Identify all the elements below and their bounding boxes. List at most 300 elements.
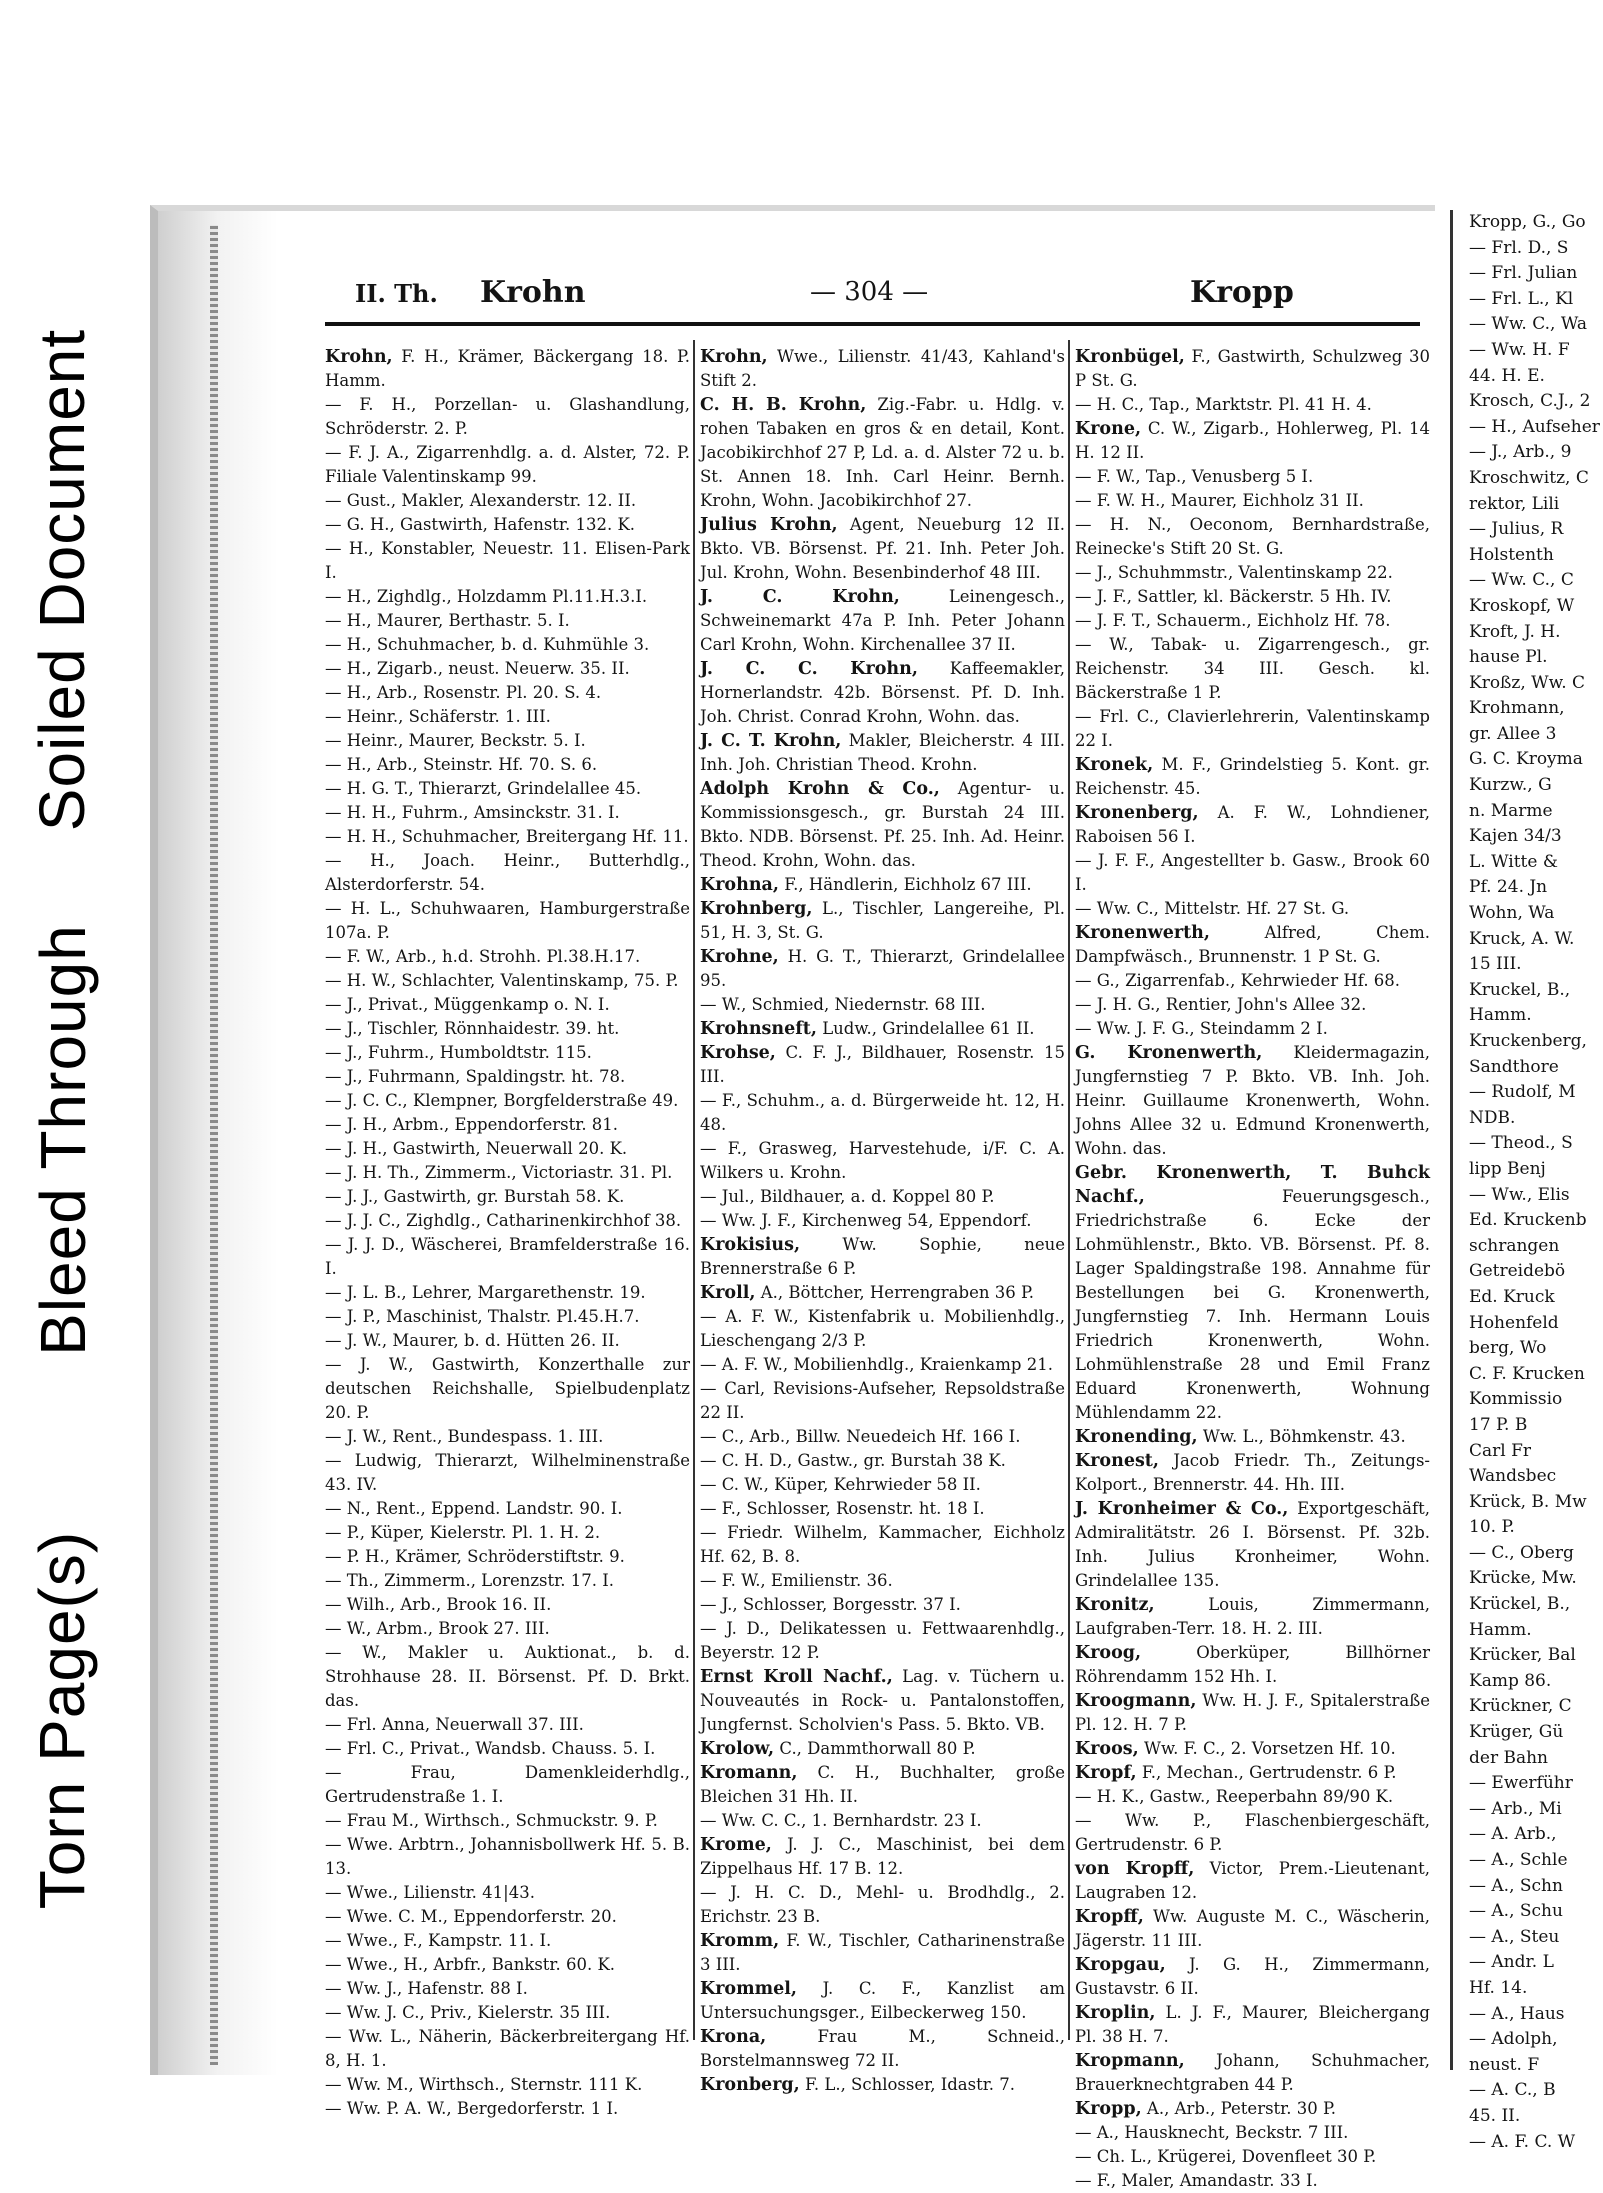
adjacent-page-line: — A., Haus [1469, 2003, 1565, 2024]
entry-text: — H. K., Gastw., Reeperbahn 89/90 K. [1075, 1787, 1394, 1806]
entry-text: — F. W., Emilienstr. 36. [700, 1571, 893, 1590]
adjacent-page-line: Kommissio [1469, 1389, 1563, 1410]
directory-entry [325, 993, 690, 1017]
entry-text: — J. D., Delikatessen u. Fettwaarenhdlg., Beyerstr. 12 P. [700, 1619, 1065, 1662]
entry-text: A., Böttcher, Herrengraben 36 P. [755, 1283, 1034, 1302]
entry-text: — J. H. G., Rentier, John's Allee 32. [1075, 995, 1367, 1014]
entry-surname: Krohna, [700, 875, 779, 895]
entry-text: — J. F. T., Schauerm., Eichholz Hf. 78. [1075, 611, 1391, 630]
adjacent-page-line: — J., Arb., 9 [1469, 442, 1572, 463]
directory-entry [1075, 1017, 1430, 1041]
directory-entry [325, 537, 690, 585]
directory-entry [1075, 1857, 1430, 1905]
entry-text: Kleidermagazin, Jungfernstieg 7 P. Bkto. VB. Inh. Joh. Heinr. Guillaume Kronenwerth, Wohn. Johns Allee 32 u. Edmund Kronenwerth, Wohn. das. [1075, 1043, 1430, 1158]
directory-entry [325, 1641, 690, 1713]
entry-text: — Th., Zimmerm., Lorenzstr. 17. I. [325, 1571, 614, 1590]
directory-entry [1075, 1785, 1430, 1809]
entry-text: — J. F. F., Angestellter b. Gasw., Brook 60 I. [1075, 851, 1430, 894]
directory-entry [325, 801, 690, 825]
adjacent-page-line: Kroft, J. H. [1469, 621, 1561, 642]
directory-entry [325, 1305, 690, 1329]
entry-text: C. W., Zigarb., Hohlerweg, Pl. 14 H. 12 II. [1075, 419, 1430, 462]
directory-entry [700, 729, 1065, 777]
directory-entry [1075, 1641, 1430, 1689]
directory-entry [700, 873, 1065, 897]
entry-text: — H., Zighdlg., Holzdamm Pl.11.H.3.I. [325, 587, 648, 606]
directory-entry [700, 993, 1065, 1017]
entry-text: — Frau M., Wirthsch., Schmuckstr. 9. P. [325, 1811, 658, 1830]
adjacent-page-line: — Arb., Mi [1469, 1798, 1562, 1819]
directory-entry [1075, 1905, 1430, 1953]
entry-text: — J. W., Maurer, b. d. Hütten 26. II. [325, 1331, 620, 1350]
adjacent-page-line: Krücker, Bal [1469, 1645, 1576, 1666]
directory-entry [325, 1881, 690, 1905]
directory-entry [325, 681, 690, 705]
entry-text: Agent, Neueburg 12 II. Bkto. VB. Börsenst. Pf. 21. Inh. Peter Joh. Jul. Krohn, Wohn. Besenbinderhof 48 III. [700, 515, 1065, 582]
entry-text: — F. W., Arb., h.d. Strohh. Pl.38.H.17. [325, 947, 641, 966]
directory-entry [700, 585, 1065, 657]
entry-text: — Ludwig, Thierarzt, Wilhelminenstraße 43. IV. [325, 1451, 690, 1494]
adjacent-page-line: Wohn, Wa [1469, 903, 1555, 924]
directory-entry [325, 1233, 690, 1281]
adjacent-page-line: Pf. 24. Jn [1469, 877, 1548, 898]
adjacent-page-line: — A. Arb., [1469, 1824, 1557, 1845]
entry-text: Exportgeschäft, Admiralitätstr. 26 I. Börsenst. Pf. 32b. Inh. Julius Kronheimer, Wohn. Grindelallee 135. [1075, 1499, 1430, 1590]
entry-text: — Wwe. Arbtrn., Johannisbollwerk Hf. 5. B. 13. [325, 1835, 690, 1878]
adjacent-page-line: — Ww., Elis [1469, 1184, 1570, 1205]
directory-entry [700, 393, 1065, 513]
adjacent-page-line: der Bahn [1469, 1747, 1548, 1768]
adjacent-page-line: Hamm. [1469, 1619, 1532, 1640]
directory-entry [700, 1281, 1065, 1305]
directory-entry [700, 1497, 1065, 1521]
directory-entry [1075, 465, 1430, 489]
entry-text: — G., Zigarrenfab., Kehrwieder Hf. 68. [1075, 971, 1401, 990]
entry-text: — F. W., Tap., Venusberg 5 I. [1075, 467, 1314, 486]
entry-text: Feuerungsgesch., Friedrichstraße 6. Ecke der Lohmühlenstr., Bkto. VB. Börsenst. Pf. 8. Lager Spaldingstraße 198. Annahme für Bestellungen bei G. Kronenwerth, Jungfernstieg 7. Inh. Hermann Louis Friedrich Kronenwerth, Wohn. Lohmühlenstraße 28 und Emil Franz Eduard Kronenwerth, Wohnung Mühlendamm 22. [1075, 1187, 1430, 1422]
entry-text: — H. L., Schuhwaaren, Hamburgerstraße 107a. P. [325, 899, 690, 942]
directory-entry [700, 1833, 1065, 1881]
adjacent-page-line: Kamp 86. [1469, 1670, 1552, 1691]
entry-surname: Krokisius, [700, 1235, 801, 1255]
directory-entry [700, 2025, 1065, 2073]
entry-surname: Kroogmann, [1075, 1691, 1197, 1711]
adjacent-page-line: Krück, B. Mw [1469, 1491, 1587, 1512]
entry-text: — F. W. H., Maurer, Eichholz 31 II. [1075, 491, 1364, 510]
directory-entry [325, 1329, 690, 1353]
entry-text: Frau M., Schneid., Borstelmannsweg 72 II. [700, 2027, 1065, 2070]
entry-surname: Krohse, [700, 1043, 776, 1063]
entry-text: J. C. F., Kanzlist am Untersuchungsger., Eilbeckerweg 150. [700, 1979, 1065, 2022]
adjacent-page-line: — Ww. C., C [1469, 570, 1574, 591]
adjacent-page-line: Hf. 14. [1469, 1977, 1528, 1998]
entry-surname: Kropf, [1075, 1763, 1137, 1783]
adjacent-page-line: — Andr. L [1469, 1952, 1554, 1973]
entry-text: — Heinr., Schäferstr. 1. III. [325, 707, 551, 726]
adjacent-page-line: Getreidebö [1469, 1261, 1566, 1282]
column-separator [1068, 340, 1070, 2040]
entry-text: — Jul., Bildhauer, a. d. Koppel 80 P. [700, 1187, 995, 1206]
directory-entry [325, 513, 690, 537]
directory-entry [700, 1041, 1065, 1089]
entry-surname: J. C. Krohn, [700, 587, 900, 607]
directory-entry [1075, 2049, 1430, 2097]
directory-entry [1075, 993, 1430, 1017]
adjacent-page-line: — C., Oberg [1469, 1542, 1574, 1563]
entry-text: Alfred, Chem. Dampfwäsch., Brunnenstr. 1 P St. G. [1075, 923, 1430, 966]
directory-entry [1075, 489, 1430, 513]
directory-entry [1075, 1425, 1430, 1449]
directory-entry [1075, 1689, 1430, 1737]
entry-text: — Ww. P., Flaschenbiergeschäft, Gertrudenstr. 6 P. [1075, 1811, 1430, 1854]
entry-text: — J. W., Gastwirth, Konzerthalle zur deutschen Reichshalle, Spielbudenplatz 20. P. [325, 1355, 690, 1422]
directory-entry [700, 1593, 1065, 1617]
adjacent-page-line: — Frl. L., Kl [1469, 288, 1574, 309]
entry-text: — W., Tabak- u. Zigarrengesch., gr. Reichenstr. 34 III. Gesch. kl. Bäckerstraße 1 P. [1075, 635, 1430, 702]
directory-entry [325, 1833, 690, 1881]
adjacent-page-line: Wandsbec [1469, 1466, 1557, 1487]
entry-text: — J., Fuhrm., Humboldtstr. 115. [325, 1043, 592, 1062]
adjacent-page-line: C. F. Krucken [1469, 1363, 1585, 1384]
adjacent-page-line: rektor, Lili [1469, 493, 1560, 514]
directory-entry [1075, 921, 1430, 969]
entry-text: Ludw., Grindelallee 61 II. [816, 1019, 1035, 1038]
directory-entry [700, 345, 1065, 393]
directory-entry [1075, 393, 1430, 417]
entry-surname: Krohnsneft, [700, 1019, 817, 1039]
entry-surname: Kropmann, [1075, 2051, 1185, 2071]
directory-entry [325, 1593, 690, 1617]
entry-text: — Frl. Anna, Neuerwall 37. III. [325, 1715, 584, 1734]
directory-entry [325, 489, 690, 513]
adjacent-page-line: Kroßz, Ww. C [1469, 672, 1586, 693]
entry-text: Wwe., Lilienstr. 41/43, Kahland's Stift 2. [700, 347, 1065, 390]
entry-text: — Ww. C. C., 1. Bernhardstr. 23 I. [700, 1811, 982, 1830]
adjacent-page-line: Kroschwitz, C [1469, 467, 1589, 488]
adjacent-page-line: G. C. Kroyma [1469, 749, 1583, 770]
directory-entry [700, 897, 1065, 945]
directory-entry [700, 1929, 1065, 1977]
entry-text: — H. H., Schuhmacher, Breitergang Hf. 11. [325, 827, 689, 846]
entry-surname: Krolow, [700, 1739, 775, 1759]
directory-entry [325, 1041, 690, 1065]
entry-text: Ww. F. C., 2. Vorsetzen Hf. 10. [1138, 1739, 1396, 1758]
directory-entry [325, 1713, 690, 1737]
entry-text: — H., Arb., Steinstr. Hf. 70. S. 6. [325, 755, 598, 774]
entry-text: C., Dammthorwall 80 P. [774, 1739, 976, 1758]
entry-text: Lag. v. Tüchern u. Nouveautés in Rock- u. Pantalonstoffen, Jungfernst. Scholvien's Pass. 5. Bkto. VB. [700, 1667, 1066, 1734]
directory-entry [325, 1905, 690, 1929]
entry-text: — J., Schlosser, Borgesstr. 37 I. [700, 1595, 961, 1614]
entry-text: — J. J. C., Zighdlg., Catharinenkirchhof 38. [325, 1211, 682, 1230]
entry-text: — J., Fuhrmann, Spaldingstr. ht. 78. [325, 1067, 626, 1086]
directory-entry [325, 345, 690, 393]
directory-entry [325, 1617, 690, 1641]
section-label: II. Th. [355, 279, 438, 308]
entry-text: — W., Makler u. Auktionat., b. d. Strohhause 28. II. Börsenst. Pf. D. Brkt. das. [325, 1643, 690, 1710]
entry-text: F. L., Schlosser, Idastr. 7. [799, 2075, 1016, 2094]
adjacent-page-line: Ed. Kruckenb [1469, 1210, 1587, 1231]
directory-entry [325, 897, 690, 945]
adjacent-page-line: Hamm. [1469, 1005, 1532, 1026]
entry-text: — Ww. J., Hafenstr. 88 I. [325, 1979, 528, 1998]
directory-entry [325, 945, 690, 969]
entry-text: — F. H., Porzellan- u. Glashandlung, Schröderstr. 2. P. [325, 395, 690, 438]
adjacent-page-line: n. Marme [1469, 800, 1553, 821]
entry-surname: Krohne, [700, 947, 779, 967]
adjacent-page-line: Kroskopf, W [1469, 595, 1575, 616]
adjacent-page-line: berg, Wo [1469, 1338, 1547, 1359]
entry-text: — H. H., Fuhrm., Amsinckstr. 31. I. [325, 803, 620, 822]
entry-surname: Kronberg, [700, 2075, 800, 2095]
entry-text: Johann, Schuhmacher, Brauerknechtgraben 44 P. [1075, 2051, 1430, 2094]
bleed-through-tab[interactable] [0, 880, 125, 1400]
entry-text: — Ch. L., Krügerei, Dovenfleet 30 P. [1075, 2147, 1377, 2166]
entry-surname: Krohnberg, [700, 899, 813, 919]
directory-entry [325, 2025, 690, 2073]
directory-entry [700, 1305, 1065, 1353]
directory-entry [325, 2073, 690, 2097]
entry-text: — H., Zigarb., neust. Neuerw. 35. II. [325, 659, 630, 678]
entry-text: — Ww. J. F., Kirchenweg 54, Eppendorf. [700, 1211, 1032, 1230]
directory-entry [325, 441, 690, 489]
entry-text: — Gust., Makler, Alexanderstr. 12. II. [325, 491, 637, 510]
entry-text: — Frl. C., Privat., Wandsb. Chauss. 5. I. [325, 1739, 656, 1758]
directory-entry [325, 1569, 690, 1593]
directory-entry [325, 657, 690, 681]
entry-text: A., Arb., Peterstr. 30 P. [1141, 2099, 1336, 2118]
directory-entry [700, 1617, 1065, 1665]
directory-entry [325, 1353, 690, 1425]
entry-text: — J. W., Rent., Bundespass. 1. III. [325, 1427, 604, 1446]
adjacent-page-line: Holstenth [1469, 544, 1554, 565]
entry-text: M. F., Grindelstieg 5. Kont. gr. Reichenstr. 45. [1075, 755, 1430, 798]
directory-entry [1075, 585, 1430, 609]
directory-entry [1075, 1761, 1430, 1785]
entry-text: — Ww. L., Näherin, Bäckerbreitergang Hf. 8, H. 1. [325, 2027, 690, 2070]
entry-text: — Wwe., F., Kampstr. 11. I. [325, 1931, 552, 1950]
entry-text: Agentur- u. Kommissionsgesch., gr. Burstah 24 III. Bkto. NDB. Börsenst. Pf. 25. Inh. Ad. Heinr. Theod. Krohn, Wohn. das. [700, 779, 1065, 870]
directory-entry [700, 657, 1065, 729]
entry-text: — J. H. Th., Zimmerm., Victoriastr. 31. Pl. [325, 1163, 673, 1182]
entry-surname: Krome, [700, 1835, 772, 1855]
entry-text: — F., Schlosser, Rosenstr. ht. 18 I. [700, 1499, 985, 1518]
entry-surname: Kromann, [700, 1763, 798, 1783]
entry-text: J. J. C., Maschinist, bei dem Zippelhaus Hf. 17 B. 12. [700, 1835, 1065, 1878]
entry-text: — H., Maurer, Berthastr. 5. I. [325, 611, 570, 630]
page-header [320, 275, 1420, 315]
entry-text: F. H., Krämer, Bäckergang 18. P. Hamm. [325, 347, 690, 390]
entry-text: Jacob Friedr. Th., Zeitungs-Kolport., Brennerstr. 44. Hh. III. [1075, 1451, 1430, 1494]
entry-text: F. W., Tischler, Catharinenstraße 3 III. [700, 1931, 1065, 1974]
entry-text: Zig.-Fabr. u. Hdlg. v. rohen Tabaken en gros & en detail, Kont. Jacobikirchhof 27 P, Ld. a. d. Alster 72 u. b. St. Annen 18. Inh. Carl Heinr. Bernh. Krohn, Wohn. Jacobikirchhof 27. [700, 395, 1065, 510]
entry-text: — H. C., Tap., Marktstr. Pl. 41 H. 4. [1075, 395, 1372, 414]
adjacent-page-line: 10. P. [1469, 1517, 1515, 1538]
directory-entry [325, 1761, 690, 1809]
directory-entry [325, 1449, 690, 1497]
entry-text: — J. H. C. D., Mehl- u. Brodhdlg., 2. Erichstr. 23 B. [700, 1883, 1065, 1926]
directory-entry [700, 1761, 1065, 1809]
entry-surname: Julius Krohn, [700, 515, 838, 535]
adjacent-page-line: neust. F [1469, 2054, 1540, 2075]
adjacent-page-line: Krohmann, [1469, 698, 1565, 719]
entry-text: C. H., Buchhalter, große Bleichen 31 Hh. II. [700, 1763, 1065, 1806]
entry-text: — Wilh., Arb., Brook 16. II. [325, 1595, 552, 1614]
entry-text: Victor, Prem.-Lieutenant, Laugraben 12. [1075, 1859, 1430, 1902]
directory-entry [700, 777, 1065, 873]
entry-surname: Krona, [700, 2027, 767, 2047]
entry-text: Oberküper, Billhörner Röhrendamm 152 Hh. I. [1075, 1643, 1430, 1686]
entry-surname: Kroplin, [1075, 2003, 1156, 2023]
adjacent-page-line: Krüger, Gü [1469, 1722, 1564, 1743]
directory-entry [1075, 2145, 1430, 2169]
entry-surname: C. H. B. Krohn, [700, 395, 867, 415]
directory-entry [325, 609, 690, 633]
directory-entry [700, 2073, 1065, 2097]
directory-entry [325, 849, 690, 897]
entry-text: — J., Privat., Müggenkamp o. N. I. [325, 995, 610, 1014]
adjacent-page-line: 15 III. [1469, 954, 1522, 975]
adjacent-page-line: — Theod., S [1469, 1133, 1573, 1154]
directory-entry [325, 2001, 690, 2025]
directory-entry [1075, 417, 1430, 465]
soiled-document-tab[interactable] [0, 280, 125, 880]
entry-surname: Kromm, [700, 1931, 780, 1951]
directory-entry [1075, 1497, 1430, 1593]
entry-text: F., Gastwirth, Schulzweg 30 P St. G. [1075, 347, 1430, 390]
directory-entry [1075, 1449, 1430, 1497]
directory-entry [700, 1209, 1065, 1233]
entry-text: — C., Arb., Billw. Neuedeich Hf. 166 I. [700, 1427, 1021, 1446]
entry-surname: Kropgau, [1075, 1955, 1166, 1975]
directory-entry [325, 1281, 690, 1305]
directory-entry [1075, 561, 1430, 585]
directory-entry [700, 1089, 1065, 1137]
entry-text: — H. W., Schlachter, Valentinskamp, 75. P. [325, 971, 679, 990]
entry-text: — P. H., Krämer, Schröderstiftstr. 9. [325, 1547, 625, 1566]
directory-entry [1075, 513, 1430, 561]
entry-text: — Ww. P. A. W., Bergedorferstr. 1 I. [325, 2099, 619, 2118]
adjacent-page-line: Kropp, G., Go [1469, 212, 1586, 232]
entry-surname: J. C. C. Krohn, [700, 659, 918, 679]
directory-entry [700, 1449, 1065, 1473]
entry-surname: J. C. T. Krohn, [700, 731, 842, 751]
entry-surname: Kropp, [1075, 2099, 1142, 2119]
soiled-document-label: Soiled Document [26, 328, 99, 832]
entry-surname: Krohn, [700, 347, 768, 367]
entry-text: — Wwe., H., Arbfr., Bankstr. 60. K. [325, 1955, 616, 1974]
adjacent-page-line: Krückner, C [1469, 1696, 1572, 1717]
adjacent-page-line: Ed. Kruck [1469, 1286, 1555, 1307]
adjacent-page-line: Krosch, C.J., 2 [1469, 391, 1591, 412]
adjacent-page-line: Kruckenberg, [1469, 1031, 1587, 1051]
directory-entry [325, 1161, 690, 1185]
directory-entry [700, 1425, 1065, 1449]
directory-entry [325, 633, 690, 657]
entry-surname: J. Kronheimer & Co., [1075, 1499, 1289, 1519]
entry-text: — J. F., Sattler, kl. Bäckerstr. 5 Hh. IV. [1075, 587, 1392, 606]
directory-entry [325, 1017, 690, 1041]
directory-entry [325, 1953, 690, 1977]
entry-text: Louis, Zimmermann, Laufgraben-Terr. 18. H. 2. III. [1075, 1595, 1430, 1638]
directory-entry [700, 1521, 1065, 1569]
directory-entry [325, 825, 690, 849]
adjacent-page-line: 17 P. B [1469, 1414, 1528, 1435]
entry-surname: Kronenwerth, [1075, 923, 1211, 943]
directory-entry [325, 1089, 690, 1113]
directory-entry [700, 1569, 1065, 1593]
adjacent-page-line: Hohenfeld [1469, 1312, 1559, 1333]
adjacent-page-line: Kruck, A. W. [1469, 928, 1575, 949]
entry-text: — H., Joach. Heinr., Butterhdlg., Alsterdorferstr. 54. [325, 851, 690, 894]
directory-entry [700, 1665, 1065, 1737]
directory-entry [325, 1137, 690, 1161]
adjacent-page-line: — Rudolf, M [1469, 1082, 1576, 1103]
entry-text: Ww. L., Böhmkenstr. 43. [1197, 1427, 1406, 1446]
entry-text: — P., Küper, Kielerstr. Pl. 1. H. 2. [325, 1523, 601, 1542]
directory-entry [700, 1017, 1065, 1041]
adjacent-page-line: Kruckel, B., [1469, 979, 1571, 1000]
directory-entry [325, 777, 690, 801]
entry-text: — G. H., Gastwirth, Hafenstr. 132. K. [325, 515, 636, 534]
entry-text: — A., Hausknecht, Beckstr. 7 III. [1075, 2123, 1349, 2142]
directory-entry [700, 1137, 1065, 1185]
directory-entry [325, 1809, 690, 1833]
directory-entry [325, 753, 690, 777]
directory-entry [325, 1065, 690, 1089]
entry-text: Makler, Bleicherstr. 4 III. Inh. Joh. Christian Theod. Krohn. [700, 731, 1066, 774]
directory-entry [325, 1497, 690, 1521]
entry-text: A. F. W., Lohndiener, Raboisen 56 I. [1075, 803, 1430, 846]
entry-text: — Ww. J. F. G., Steindamm 2 I. [1075, 1019, 1328, 1038]
directory-entry [325, 1425, 690, 1449]
directory-entry [325, 1185, 690, 1209]
entry-surname: Kronenberg, [1075, 803, 1199, 823]
entry-text: — Carl, Revisions-Aufseher, Repsoldstraße 22 II. [700, 1379, 1065, 1422]
entry-text: C. F. J., Bildhauer, Rosenstr. 15 III. [700, 1043, 1065, 1086]
entry-text: — Heinr., Maurer, Beckstr. 5. I. [325, 731, 586, 750]
entry-text: — J. H., Gastwirth, Neuerwall 20. K. [325, 1139, 628, 1158]
torn-pages-tab[interactable] [0, 1440, 125, 2000]
adjacent-page-line: — A., Schn [1469, 1875, 1563, 1896]
entry-text: L., Tischler, Langereihe, Pl. 51, H. 3, St. G. [700, 899, 1065, 942]
directory-entry [1075, 633, 1430, 705]
directory-entry [700, 1185, 1065, 1209]
directory-entry [1075, 753, 1430, 801]
adjacent-page-line: Kurzw., G [1469, 775, 1552, 796]
adjacent-page-line: — Ww. C., Wa [1469, 314, 1587, 335]
entry-text: — H. N., Oeconom, Bernhardstraße, Reinecke's Stift 20 St. G. [1075, 515, 1430, 558]
page-edge-texture [210, 225, 218, 2065]
adjacent-page-line: Sandthore [1469, 1056, 1559, 1077]
entry-surname: Gebr. Kronenwerth, T. Buhck Nachf., [1075, 1163, 1430, 1207]
entry-text: — Wwe., Lilienstr. 41|43. [325, 1883, 535, 1902]
left-keyword: Krohn [480, 275, 586, 310]
entry-text: — C. W., Küper, Kehrwieder 58 II. [700, 1475, 981, 1494]
entry-text: F., Mechan., Gertrudenstr. 6 P. [1136, 1763, 1397, 1782]
entry-text: Leinengesch., Schweinemarkt 47a P. Inh. Peter Johann Carl Krohn, Wohn. Kirchenallee 37 II. [700, 587, 1065, 654]
directory-entry [325, 1521, 690, 1545]
directory-entry [1075, 849, 1430, 897]
directory-entry [325, 705, 690, 729]
directory-entry [325, 393, 690, 441]
directory-entry [1075, 609, 1430, 633]
entry-text: — Ww. C., Mittelstr. Hf. 27 St. G. [1075, 899, 1350, 918]
entry-text: — F., Schuhm., a. d. Bürgerweide ht. 12, H. 48. [700, 1091, 1065, 1134]
entry-text: — H. G. T., Thierarzt, Grindelallee 45. [325, 779, 642, 798]
entry-surname: Kroll, [700, 1283, 756, 1303]
entry-text: — J. J. D., Wäscherei, Bramfelderstraße 16. I. [325, 1235, 690, 1278]
